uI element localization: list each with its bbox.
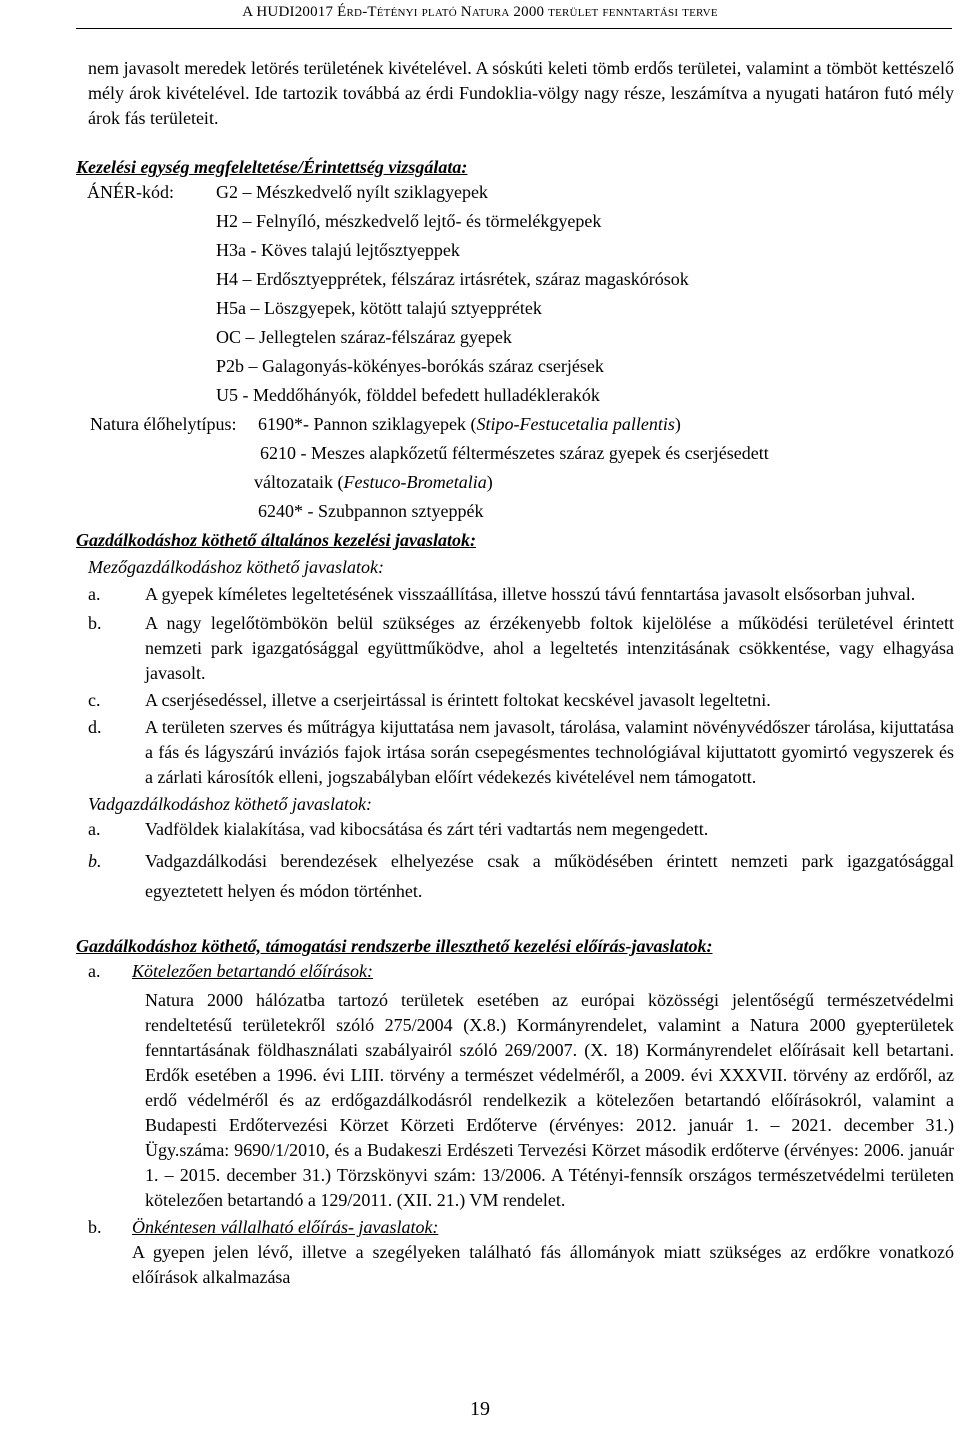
intro-paragraph: nem javasolt meredek letörés területének kivételével. A sóskúti keleti tömb erdős területei, valamint a tömböt kettészelő mély árok kivételével. Ide tartozik továbbá az érdi Fundoklia-völgy nagy része, leszámítva a nyugati határon futó mély árok fás területeit.: [88, 58, 954, 128]
subsection-b-title: [88, 1215, 954, 1240]
list-marker: d.: [88, 717, 102, 737]
list-text: A gyepek kíméletes legeltetésének visszaállítása, illetve hosszú távú fenntartása javasolt elsősorban juhval.: [145, 584, 916, 604]
mandatory-rules-title: Kötelezően betartandó előírások:: [132, 961, 373, 981]
section-heading-general: Gazdálkodáshoz köthető általános kezelési javaslatok:: [76, 530, 477, 550]
natura-block: [90, 412, 954, 524]
mandatory-rules-text: Natura 2000 hálózatba tartozó területek esetében az európai közösségi jelentőségű természetvédelmi rendeltetésű területekről szóló 275/2004 (X.8.) Kormányrendelet, valamint a Natura 2000 gyepterületek fenntartásának földhasználati szabályairól szóló 269/2007. (X. 18) Kormányrendelet előírásait kell betartani. Erdők esetében a 1996. évi LIII. törvény a természet védelméről, a 2009. évi XXXVII. törvény az erdőről, az erdő védelméről és az erdőgazdálkodásról rendelkezik a kötelezően betartandó előírásokról, valamint a Budapesti Erdőtervezési Körzet Körzeti Erdőterve (érvényes: 2012. január 1. – 2021. december 31.) Ügy.száma: 9690/1/2010, és a Budakeszi Erdészeti Tervezési Körzet második erdőterve (érvényes: 2006. január 1. – 2015. december 31.) Törzskönyvi szám: 13/2006. A Tétényi-fennsík országos természetvédelmi területen kötelezően betartandó a 129/2011. (XII. 21.) VM rendelet.: [145, 990, 954, 1210]
game-heading: Vadgazdálkodáshoz köthető javaslatok:: [88, 794, 372, 814]
aner-code: U5 - Meddőhányók, földdel befedett hulladéklerakók: [216, 385, 600, 405]
list-item: [88, 715, 954, 790]
list-text: Vadföldek kialakítása, vad kibocsátása és zárt téri vadtartás nem megengedett.: [145, 819, 709, 839]
natura-habitat: 6190*- Pannon sziklagyepek (Stipo-Festucetalia pallentis): [258, 414, 681, 434]
natura-habitat: 6240* - Szubpannon sztyeppék: [258, 501, 484, 521]
list-marker: a.: [88, 819, 101, 839]
list-item: [88, 582, 954, 607]
agri-heading: Mezőgazdálkodáshoz köthető javaslatok:: [88, 557, 384, 577]
aner-code: P2b – Galagonyás-kökényes-borókás száraz cserjések: [216, 356, 604, 376]
page-number: 19: [470, 1398, 490, 1420]
aner-code: H5a – Löszgyepek, kötött talajú sztyepprétek: [216, 298, 542, 318]
list-item: [88, 611, 954, 686]
header-rule: [76, 28, 952, 29]
aner-code: H3a - Köves talajú lejtősztyeppek: [216, 240, 460, 260]
list-text: A nagy legelőtömbökön belül szükséges az érzékenyebb foltok kijelölése a működési területével érintett nemzeti park igazgatósággal együttműködve, ahol a legeltetés intenzitásának csökkentése, vagy elhagyása javasolt.: [145, 613, 954, 683]
list-marker: b.: [88, 613, 102, 633]
aner-code: G2 – Mészkedvelő nyílt sziklagyepek: [216, 182, 488, 202]
document-body: [76, 56, 954, 1290]
list-marker: c.: [88, 690, 101, 710]
list-text: A cserjésedéssel, illetve a cserjeirtással is érintett foltokat kecskével javasolt legeltetni.: [145, 690, 771, 710]
aner-code: H4 – Erdősztyepprétek, félszáraz irtásrétek, száraz magaskórósok: [216, 269, 689, 289]
list-marker: a.: [88, 961, 101, 981]
aner-label: ÁNÉR-kód:: [87, 182, 174, 202]
voluntary-rules-title: Önkéntesen vállalható előírás- javaslatok:: [132, 1217, 439, 1237]
list-marker: b.: [88, 1217, 102, 1237]
section-heading-compatibility: Kezelési egység megfeleltetése/Érintettség vizsgálata:: [76, 157, 468, 177]
natura-habitat: változataik (Festuco-Brometalia): [254, 472, 493, 492]
aner-code: OC – Jellegtelen száraz-félszáraz gyepek: [216, 327, 512, 347]
subsection-a-title: [88, 959, 954, 984]
section-heading-subsidy: Gazdálkodáshoz köthető, támogatási rendszerbe illeszthető kezelési előírás-javaslatok:: [76, 936, 713, 956]
natura-label: Natura élőhelytípus:: [90, 414, 237, 434]
page-header: A HUDI20017 Érd-Tétényi plató Natura 2000 terület fenntartási terve: [242, 4, 718, 20]
list-text: A területen szerves és műtrágya kijuttatása nem javasolt, tárolása, valamint növényvédőszer tárolása, kijuttatása a fás és lágyszárú inváziós fajok irtása során csepegésmentes technológiával kijuttatott gyomirtó vegyszerek és a zárlati károsítók elleni, jogszabályban előírt védekezés kivételével nem támogatott.: [145, 717, 954, 787]
natura-list: [254, 412, 769, 524]
natura-habitat: 6210 - Meszes alapkőzetű féltermészetes száraz gyepek és cserjésedett: [260, 443, 769, 463]
voluntary-rules-text: A gyepen jelen lévő, illetve a szegélyeken található fás állományok miatt szükséges az erdőkre vonatkozó előírások alkalmazása: [132, 1242, 954, 1287]
aner-list: [216, 180, 689, 408]
list-marker: a.: [88, 584, 101, 604]
list-text: Vadgazdálkodási berendezések elhelyezése csak a működésében érintett nemzeti park igazgatósággal egyeztetett helyen és módon történhet.: [145, 851, 954, 901]
list-item: [88, 846, 954, 906]
list-marker: b.: [88, 851, 102, 871]
list-item: [88, 688, 954, 713]
aner-block: [87, 180, 954, 408]
list-item: [88, 817, 954, 842]
aner-code: H2 – Felnyíló, mészkedvelő lejtő- és törmelékgyepek: [216, 211, 602, 231]
